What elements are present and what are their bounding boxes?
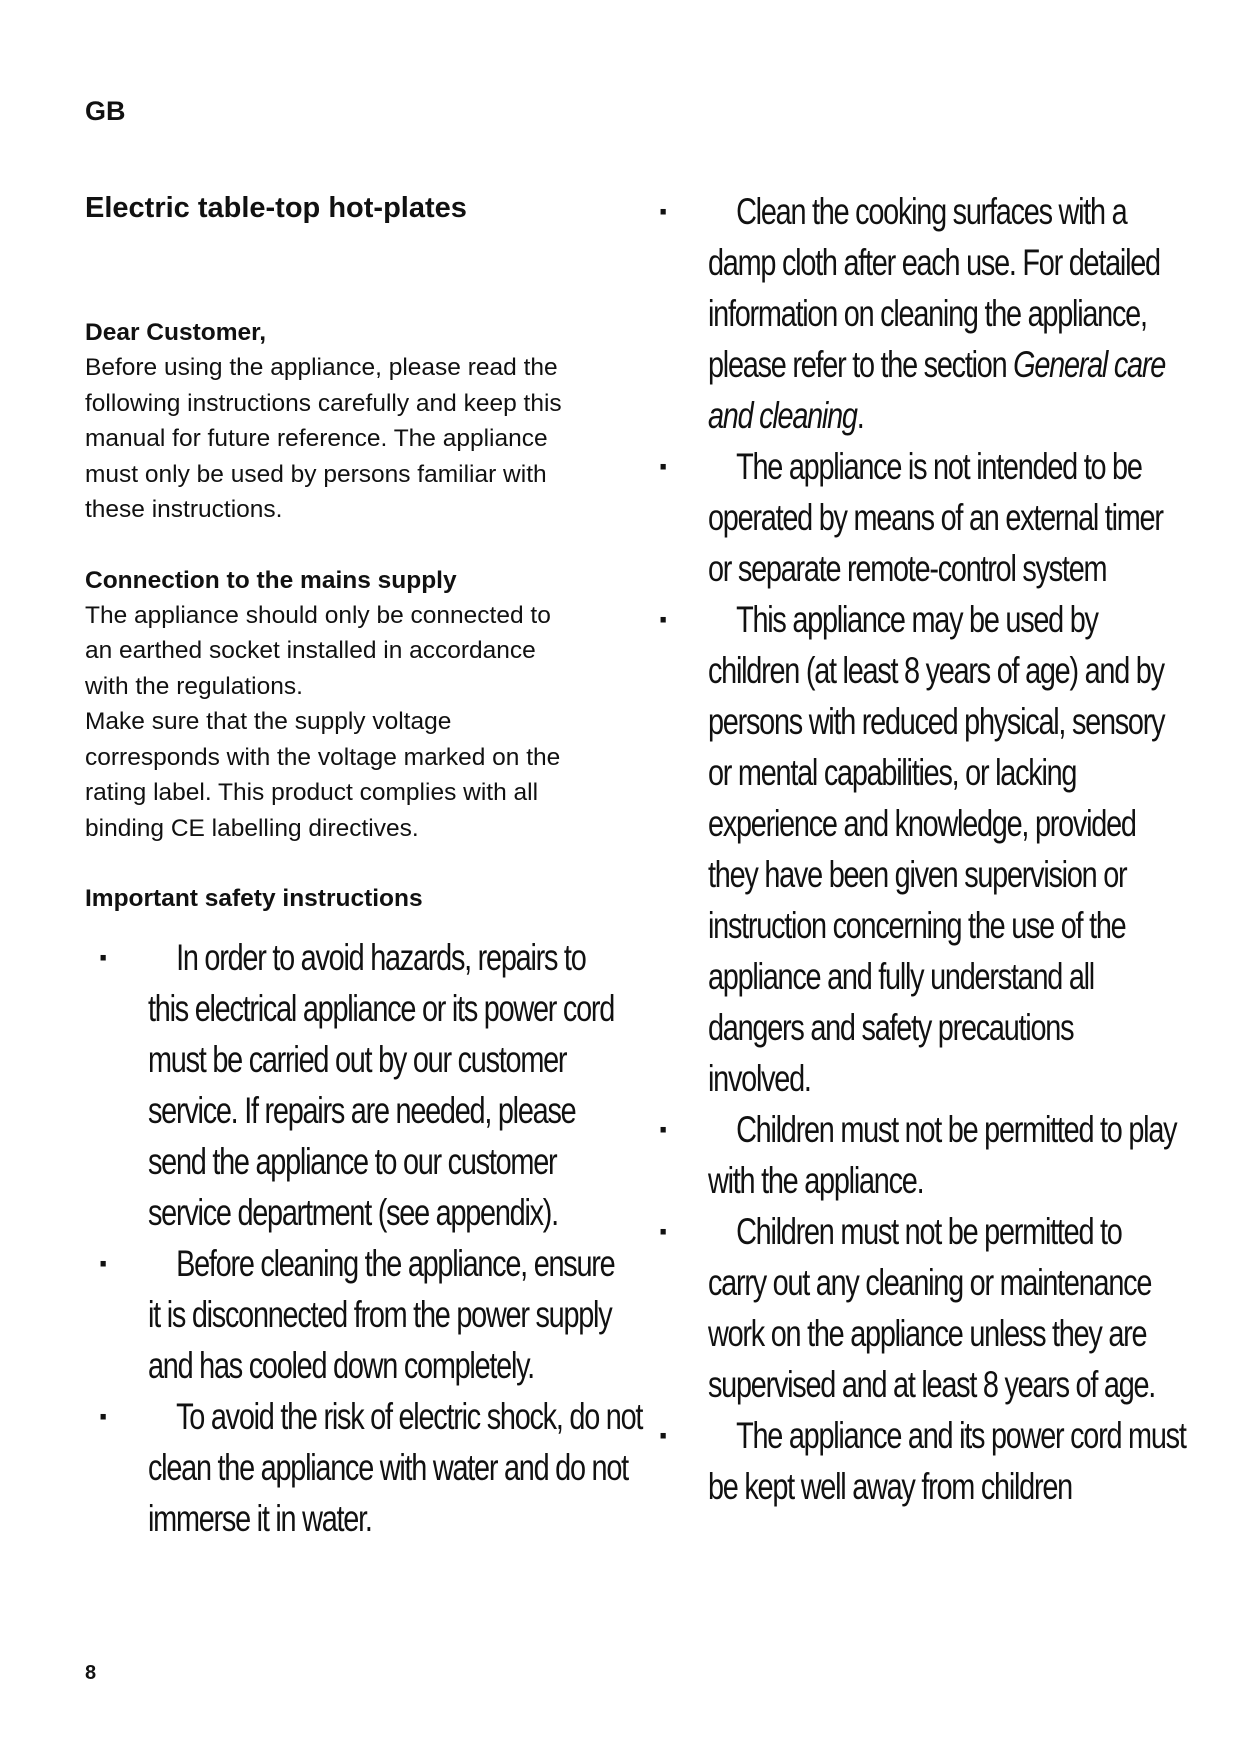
mains-heading: Connection to the mains supply — [85, 566, 457, 594]
intro-paragraph: Before using the appliance, please read the following instructions carefully and keep this manual for future reference. The appliance must only be used by persons familiar with these instructions. — [85, 354, 562, 523]
left-column — [85, 190, 645, 1544]
mains-paragraph-1: The appliance should only be connected to an earthed socket installed in accordance with the regulations. — [85, 601, 551, 700]
page-number: 8 — [85, 1662, 97, 1684]
document-title: Electric table-top hot-plates — [85, 192, 467, 224]
list-item: The appliance is not intended to be operated by means of an external timer or separate remote-control system — [708, 446, 1163, 589]
list-item: Children must not be permitted to carry out any cleaning or maintenance work on the appliance unless they are supervised and at least 8 years of age. — [708, 1211, 1156, 1405]
list-item: In order to avoid hazards, repairs to this electrical appliance or its power cord must be carried out by our customer service. If repairs are needed, please send the appliance to our customer service department (see appendix). — [148, 937, 615, 1233]
safety-list-right — [677, 186, 1217, 1512]
list-item: This appliance may be used by children (at least 8 years of age) and by persons with reduced physical, sensory or mental capabilities, or lacking experience and knowledge, provided they have been given supervision or instruction concerning the use of the appliance and fully understand all dangers and safety precautions involved. — [708, 599, 1165, 1099]
list-item: Children must not be permitted to play with the appliance. — [708, 1109, 1177, 1201]
safety-heading: Important safety instructions — [85, 885, 423, 912]
list-item: Before cleaning the appliance, ensure it is disconnected from the power supply and has cooled down completely. — [148, 1243, 615, 1386]
safety-list-left — [117, 932, 645, 1544]
right-column — [677, 186, 1217, 1512]
list-item: Clean the cooking surfaces with a damp cloth after each use. For detailed information on cleaning the appliance, please refer to the section General care and cleaning. — [708, 191, 1166, 436]
list-item: The appliance and its power cord must be kept well away from children — [708, 1415, 1186, 1507]
language-code: GB — [85, 96, 126, 126]
greeting: Dear Customer, — [85, 319, 267, 346]
list-item: To avoid the risk of electric shock, do not clean the appliance with water and do not immerse it in water. — [148, 1396, 643, 1539]
section-reference: General care and cleaning — [708, 344, 1166, 436]
mains-paragraph-2: Make sure that the supply voltage corresponds with the voltage marked on the rating label. This product complies with all binding CE labelling directives. — [85, 708, 561, 842]
